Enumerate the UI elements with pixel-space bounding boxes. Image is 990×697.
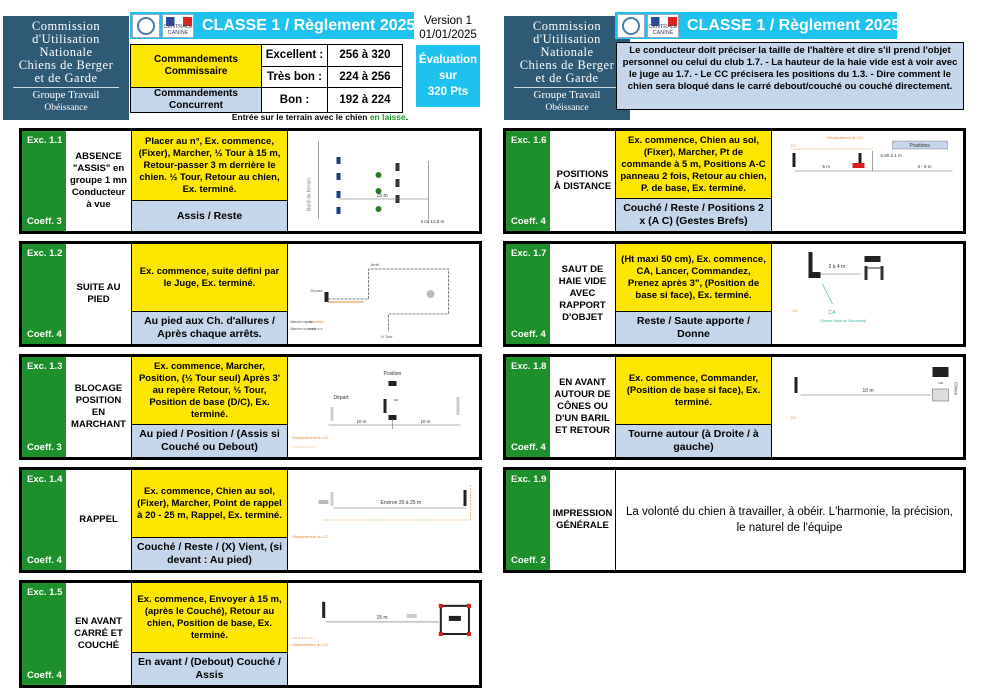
svg-text:3 - 5 m: 3 - 5 m (917, 164, 932, 169)
svg-text:Départ: Départ (333, 395, 349, 401)
concurrent-commands: Au pied aux Ch. d'allures / Après chaque arrêts. (132, 312, 287, 344)
exercise-diagram (288, 244, 479, 344)
exercise-name: ABSENCE "ASSIS" en groupe 1 mn Conducteur à vue (66, 131, 132, 231)
svg-text:2 à 4 m: 2 à 4 m (828, 264, 846, 270)
svg-text:Position: Position (383, 371, 402, 377)
concurrent-commands: Couché / Reste / (X) Vient, (si devant : Au pied) (132, 538, 287, 570)
concurrent-commands: En avant / (Debout) Couché / Assis (132, 653, 287, 685)
evaluation-badge: Évaluation sur 320 Pts (416, 45, 480, 107)
cun-logo-right: Commission d'Utilisation Nationale Chiens de Berger et de Garde Groupe Travail Obéissance (504, 16, 630, 120)
exercise-name: SAUT DE HAIE VIDE AVEC RAPPORT D'OBJET (550, 244, 616, 344)
exercise-1-2: Exc. 1.2 Coeff. 4 SUITE AU PIED Ex. commence, suite défini par le Juge, Ex. terminé. Au pied aux Ch. d'allures / Après chaque arrêts. Arrêt Départ ½ Tour Marche rapide Marche normale (19, 241, 482, 347)
svg-text:CC: CC (792, 308, 799, 313)
exercise-name: SUITE AU PIED (66, 244, 132, 344)
svg-text:Déplacement du CC: Déplacement du CC (292, 534, 329, 539)
exercise-diagram (772, 131, 963, 231)
concurrent-commands: Couché / Reste / Positions 2 x (A C) (Gestes Brefs) (616, 199, 771, 231)
svg-text:Cônes: Cônes (953, 382, 959, 396)
commissaire-commands: Ex. commence, Marcher, Position, (½ Tour seul) Après 3' au repère Retour, ½ Tour, Position de base (D/C), Ex. terminé. (132, 357, 287, 425)
score-label: Excellent : (262, 45, 328, 67)
svg-text:Marche rapide: Marche rapide (290, 320, 313, 324)
commissaire-commands: Ex. commence, Chien au sol, (Fixer), Marcher, Pt de commande à 5 m, Positions A-C panneau 2 fois, Retour au chien, P. de base, Ex. terminé. (616, 131, 771, 199)
exercise-1-7: Exc. 1.7 Coeff. 4 SAUT DE HAIE VIDE AVEC RAPPORT D'OBJET (Ht maxi 50 cm), Ex. commence, CA, Lancer, Commandez, Prenez après 3", (Position de base si face), Ex. terminé. Reste / Saute apporte / Donne 2 à 4 m CC CA (Donne l'objet au Concurrent) (503, 241, 966, 347)
exercise-diagram (288, 470, 479, 570)
concurrent-commands: Assis / Reste (132, 201, 287, 231)
commissaire-commands: Placer au n°, Ex. commence, (Fixer), Marcher, ½ Tour à 15 m, Retour-passer 3 m derrière le chien. ½ Tour, Retour au chien, Ex. terminé. (132, 131, 287, 201)
concurrent-commands: Tourne autour (à Droite / à gauche) (616, 425, 771, 457)
exercise-name: RAPPEL (66, 470, 132, 570)
leash-note: Entrée sur le terrain avec le chien en laisse. (231, 112, 409, 122)
svg-text:0,80 à 1 m: 0,80 à 1 m (880, 153, 902, 158)
exercise-1-9: Exc. 1.9 Coeff. 2 IMPRESSION GÉNÉRALE La volonté du chien à travailler, à obéir. L'harmonie, la précision, le naturel de l'équipe (503, 467, 966, 573)
centrale-canine-logo: CENTRALE CANINE (162, 14, 194, 38)
concurrent-commands: Reste / Saute apporte / Donne (616, 312, 771, 344)
general-impression-text: La volonté du chien à travailler, à obéir. L'harmonie, la précision, le naturel de l'équipe (626, 506, 953, 534)
svg-text:Déplacement du CC: Déplacement du CC (292, 642, 329, 648)
version-block: Version 1 01/01/2025 (419, 15, 477, 41)
svg-text:Marche normale: Marche normale (290, 327, 316, 331)
emblem-icon (617, 14, 645, 38)
exercise-1-1 (19, 128, 482, 234)
svg-text:CA: CA (828, 310, 836, 316)
svg-text:CC: CC (790, 415, 797, 420)
score-label: Très bon : (262, 66, 328, 88)
svg-text:15 m: 15 m (376, 193, 388, 199)
exercise-number-cell: Exc. 1.1 Coeff. 3 (22, 131, 66, 231)
exercise-name: POSITIONS À DISTANCE (550, 131, 616, 231)
score-value: 256 à 320 (328, 45, 403, 67)
exercise-1-6: Exc. 1.6 Coeff. 4 POSITIONS À DISTANCE Ex. commence, Chien au sol, (Fixer), Marcher, Pt de commande à 5 m, Positions A-C panneau 2 fois, Retour au chien, P. de base, Ex. terminé. Couché / Reste / Positions 2 x (A C) (Gestes Brefs) Déplacement du CC CC Positions 0,80 à 1 m 5 m 3 - 5 m (503, 128, 966, 234)
svg-text:10 m: 10 m (420, 419, 431, 424)
exercise-diagram (772, 357, 963, 457)
commissaire-commands: Ex. commence, Commander, (Position de base si face), Ex. terminé. (616, 357, 771, 425)
score-value: 192 à 224 (328, 88, 403, 113)
exercise-diagram (288, 583, 479, 685)
concurrent-commands: Au pied / Position / (Assis si Couché ou Debout) (132, 425, 287, 457)
commissaire-commands: Ex. commence, Envoyer à 15 m, (après le Couché), Retour au chien, Position de base, Ex. terminé. (132, 583, 287, 653)
svg-text:Positions: Positions (909, 143, 930, 149)
exercise-1-5: Exc. 1.5 Coeff. 4 EN AVANT CARRÉ ET COUCHÉ Ex. commence, Envoyer à 15 m, (après le Couché), Retour au chien, Position de base, Ex. terminé. En avant / (Debout) Couché / Assis 15 m Déplacement du CC (19, 580, 482, 688)
exercise-1-4: Exc. 1.4 Coeff. 4 RAPPEL Ex. commence, Chien au sol, (Fixer), Marcher, Point de rappel à 20 - 25 m, Rappel, Ex. terminé. Couché / Reste / (X) Vient, (si devant : Au pied) Environ 20 à 25 m Déplacement du CC (19, 467, 482, 573)
svg-text:10 m: 10 m (356, 419, 367, 424)
svg-text:ou: ou (938, 380, 943, 385)
exercise-name: EN AVANT CARRÉ ET COUCHÉ (66, 583, 132, 685)
exercise-1-8: Exc. 1.8 Coeff. 4 EN AVANT AUTOUR DE CÔNES OU D'UN BARIL ET RETOUR Ex. commence, Commander, (Position de base si face), Ex. terminé. Tourne autour (à Droite / à gauche) 10 m CC ou Cônes (503, 354, 966, 460)
svg-text:5 m: 5 m (822, 164, 831, 169)
svg-text:10 m: 10 m (862, 388, 874, 394)
svg-text:Bord du terrain: Bord du terrain (306, 177, 313, 211)
exercise-name: BLOCAGE POSITION EN MARCHANT (66, 357, 132, 457)
exercise-1-3: Exc. 1.3 Coeff. 3 BLOCAGE POSITION EN MARCHANT Ex. commence, Marcher, Position, (½ Tour seul) Après 3' au repère Retour, ½ Tour, Position de base (D/C), Ex. terminé. Au pied / Position / (Assis si Couché ou Debout) Départ Position ou 10 m 10 m Déplacement du CC (19, 354, 482, 460)
exercise-diagram (288, 357, 479, 457)
exercise-name: IMPRESSION GÉNÉRALE (550, 470, 616, 570)
svg-text:3 m, 13,5 m: 3 m, 13,5 m (420, 219, 445, 224)
exercise-diagram (772, 244, 963, 344)
class-title: CLASSE 1 / Règlement 2025 (687, 16, 901, 34)
class-title: CLASSE 1 / Règlement 2025 (202, 16, 416, 34)
centrale-canine-logo: CENTRALE CANINE (647, 14, 679, 38)
cun-logo: Commission d'Utilisation Nationale Chiens de Berger et de Garde Groupe Travail Obéissance (3, 16, 129, 120)
commissaire-commands: (Ht maxi 50 cm), Ex. commence, CA, Lancer, Commandez, Prenez après 3", (Position de base si face), Ex. terminé. (616, 244, 771, 312)
svg-text:Arrêt: Arrêt (370, 262, 380, 267)
commands-commissaire-label: Commandements Commissaire (131, 45, 262, 88)
svg-text:15 m: 15 m (376, 614, 388, 621)
svg-text:Déplacement du CC: Déplacement du CC (827, 135, 864, 140)
commissaire-commands: Ex. commence, Chien au sol, (Fixer), Marcher, Point de rappel à 20 - 25 m, Rappel, Ex. terminé. (132, 470, 287, 538)
emblem-icon (132, 14, 160, 38)
class-title-bar (130, 12, 414, 39)
score-table (130, 44, 403, 113)
svg-text:(Donne l'objet au Concurrent): (Donne l'objet au Concurrent) (820, 319, 867, 323)
svg-text:ou: ou (393, 397, 398, 402)
score-label: Bon : (262, 88, 328, 113)
exercise-diagram (288, 131, 479, 231)
svg-text:½ Tour: ½ Tour (380, 334, 393, 339)
commissaire-commands: Ex. commence, suite défini par le Juge, Ex. terminé. (132, 244, 287, 312)
class-title-bar-right (615, 12, 901, 39)
commands-concurrent-label: Commandements Concurrent (131, 88, 262, 113)
svg-text:Déplacement du CC: Déplacement du CC (292, 435, 329, 440)
svg-text:Départ: Départ (310, 288, 323, 293)
rules-note: Le conducteur doit préciser la taille de l'haltère et dire s'il prend l'objet personnel ou celui du club 1.7. - La hauteur de la haie vide est à voir avec le juge au 1.7. - Le CC précisera les positions du 1.3. - Dire comment le chien sera bloqué dans le carré debout/couché ou couché directement. (616, 42, 964, 110)
exercise-name: EN AVANT AUTOUR DE CÔNES OU D'UN BARIL ET RETOUR (550, 357, 616, 457)
score-value: 224 à 256 (328, 66, 403, 88)
svg-text:CC: CC (790, 143, 797, 148)
svg-text:Environ 20 à 25 m: Environ 20 à 25 m (380, 500, 422, 506)
